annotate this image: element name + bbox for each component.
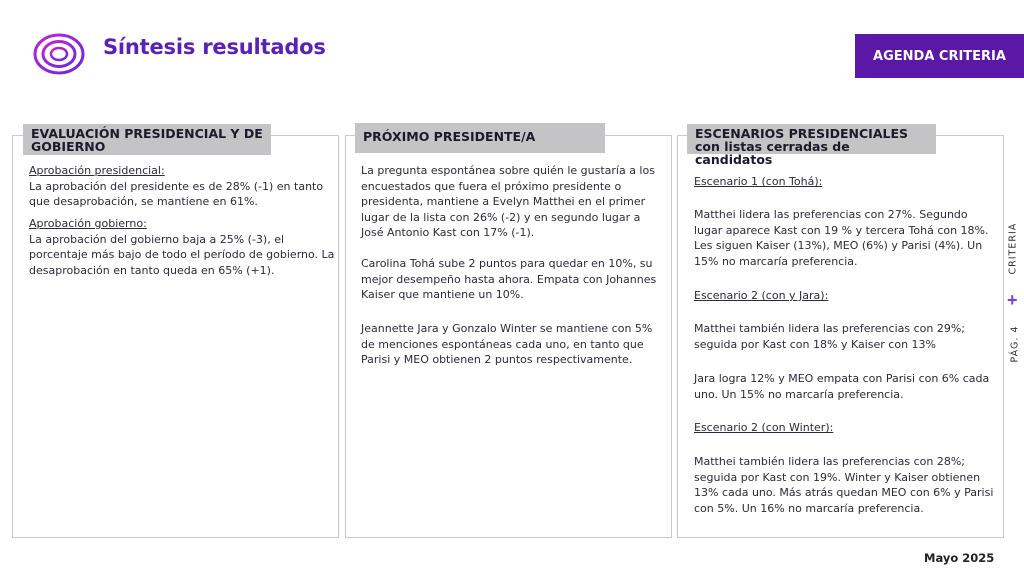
escenario-2-text-2: Jara logra 12% y MEO empata con Parisi con 6% cada uno. Un 15% no marcaría preferencia. bbox=[694, 372, 990, 401]
page-title: Síntesis resultados bbox=[103, 35, 326, 59]
escenario-1-label: Escenario 1 (con Tohá): bbox=[694, 175, 823, 188]
escenario-2-text: Matthei también lidera las preferencias con 29%; seguida por Kast con 18% y Kaiser con 13% bbox=[694, 322, 966, 351]
evaluacion-block-2 bbox=[29, 216, 335, 278]
aprobacion-gobierno-label: Aprobación gobierno: bbox=[29, 217, 147, 230]
escenario-3-label: Escenario 2 (con Winter): bbox=[694, 421, 834, 434]
aprobacion-presidencial-label: Aprobación presidencial: bbox=[29, 164, 165, 177]
side-page-indicator bbox=[1007, 222, 1021, 365]
aprobacion-presidencial-text: La aprobación del presidente es de 28% (-1) en tanto que desaprobación, se mantiene en 61%. bbox=[29, 179, 324, 208]
page-number: PÁG. 4 bbox=[1009, 325, 1021, 363]
plus-icon: + bbox=[1007, 290, 1018, 310]
evaluacion-block-1 bbox=[29, 163, 335, 210]
escenario-1-text: Matthei lidera las preferencias con 27%. Segundo lugar aparece Kast con 19 % y tercera Tohá con 18%. Les siguen Kaiser (13%), MEO (6%) y Parisi (4%). Un 15% no marcaría preferencia. bbox=[694, 208, 989, 268]
footer-date: Mayo 2025 bbox=[924, 551, 995, 565]
criteria-logo-icon bbox=[33, 32, 85, 76]
side-brand-label: CRITERIA bbox=[1007, 222, 1019, 275]
panel-proximo-heading: PRÓXIMO PRESIDENTE/A bbox=[355, 123, 605, 153]
proximo-paragraph-1: La pregunta espontánea sobre quién le gustaría a los encuestados que fuera el próximo presidente o presidenta, mantiene a Evelyn Matthei en el primer lugar de la lista con 26% (-2) y en segundo lugar a José Antonio Kast con 17% (-1). bbox=[361, 164, 655, 239]
panel-escenarios-heading: ESCENARIOS PRESIDENCIALES con listas cerradas de candidatos bbox=[687, 124, 936, 154]
escenario-3-text: Matthei también lidera las preferencias con 28%; seguida por Kast con 19%. Winter y Kaiser obtienen 13% cada uno. Más atrás quedan MEO con 6% y Parisi con 5%. Un 16% no marcaría preferencia. bbox=[694, 455, 994, 515]
agenda-criteria-badge[interactable]: AGENDA CRITERIA bbox=[855, 34, 1024, 78]
panel-evaluacion-heading: EVALUACIÓN PRESIDENCIAL Y DE GOBIERNO bbox=[23, 124, 271, 155]
escenario-2-label: Escenario 2 (con y Jara): bbox=[694, 289, 829, 302]
proximo-paragraph-3: Jeannette Jara y Gonzalo Winter se mantiene con 5% de menciones espontáneas cada uno, en tanto que Parisi y MEO obtienen 2 puntos respectivamente. bbox=[361, 322, 653, 366]
proximo-paragraph-2: Carolina Tohá sube 2 puntos para quedar en 10%, su mejor desempeño hasta ahora. Empata con Johannes Kaiser que mantiene un 10%. bbox=[361, 257, 657, 301]
aprobacion-gobierno-text: La aprobación del gobierno baja a 25% (-3), el porcentaje más bajo de todo el período de gobierno. La desaprobación en tanto queda en 65% (+1). bbox=[29, 232, 335, 277]
